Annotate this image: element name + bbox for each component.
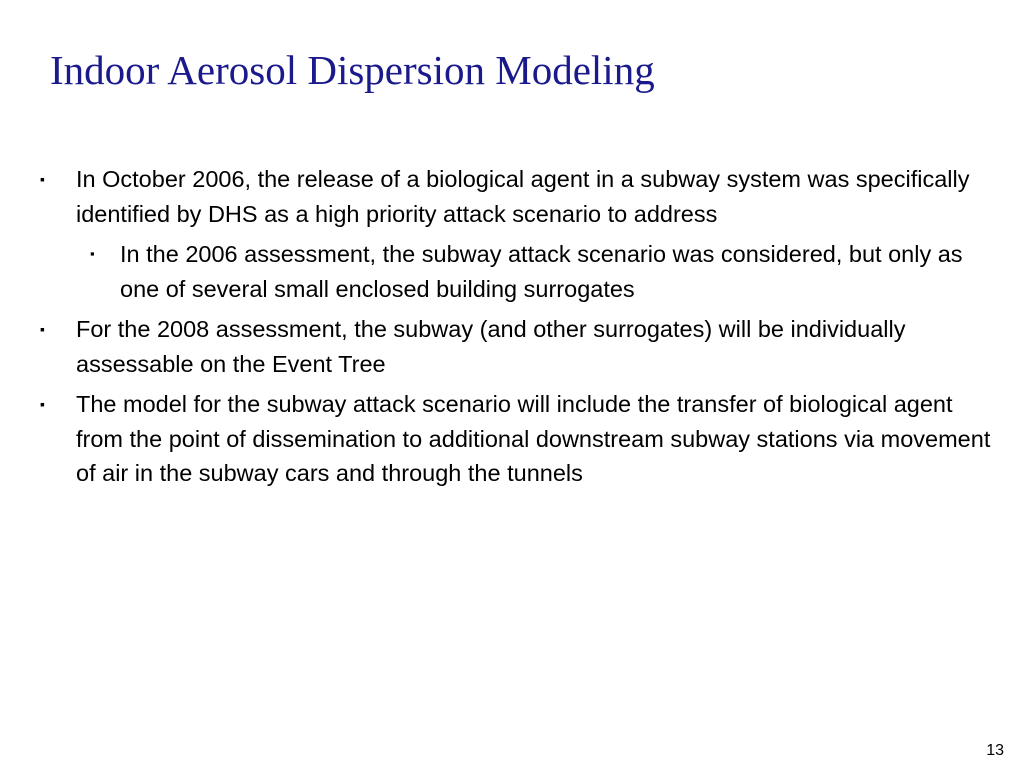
slide-body: [36, 162, 1006, 491]
sub-bullet-item: [36, 237, 1006, 306]
bullet-text: For the 2008 assessment, the subway (and other surrogates) will be individually assessable on the Event Tree: [76, 316, 906, 377]
square-bullet-icon: ▪: [90, 246, 95, 261]
bullet-item: [36, 312, 1006, 381]
bullet-item: [36, 162, 1006, 231]
sub-bullet-text: In the 2006 assessment, the subway attack scenario was considered, but only as one of several small enclosed building surrogates: [120, 241, 963, 302]
bullet-text: The model for the subway attack scenario will include the transfer of biological agent from the point of dissemination to additional downstream subway stations via movement of air in the subway cars and through the tunnels: [76, 391, 991, 486]
square-bullet-icon: ▪: [40, 321, 45, 337]
page-number: 13: [986, 742, 1004, 759]
bullet-item: [36, 387, 1006, 491]
slide-title: Indoor Aerosol Dispersion Modeling: [50, 47, 655, 93]
square-bullet-icon: ▪: [40, 396, 45, 412]
bullet-text: In October 2006, the release of a biological agent in a subway system was specifically identified by DHS as a high priority attack scenario to address: [76, 166, 970, 227]
square-bullet-icon: ▪: [40, 171, 45, 187]
